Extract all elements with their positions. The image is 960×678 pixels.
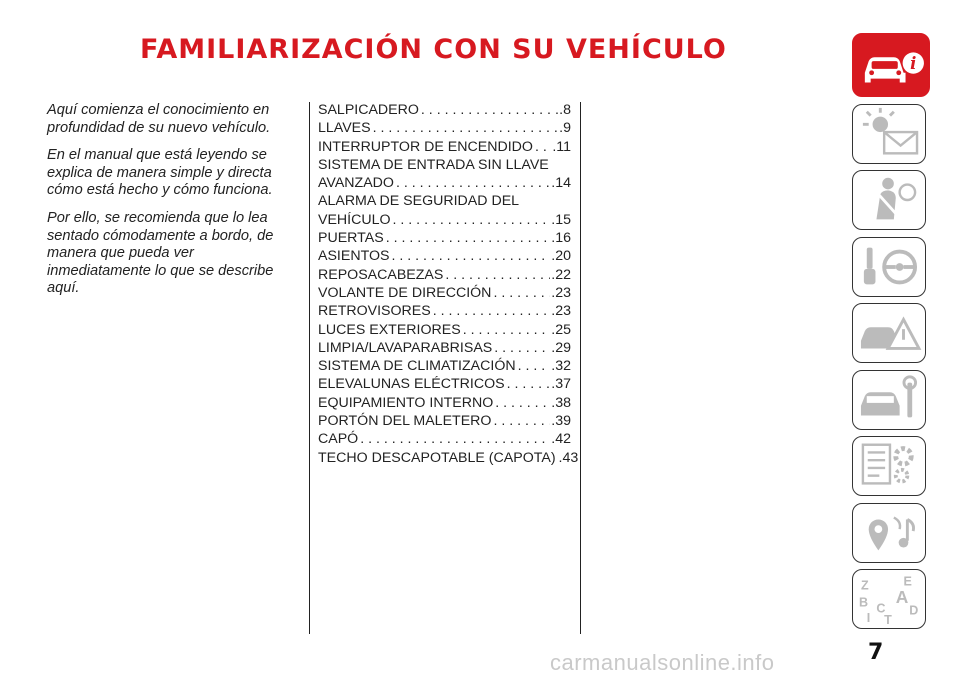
toc-entry[interactable] [318,321,571,339]
toc-entry-label: REPOSACABEZAS [318,266,444,283]
toc-entry-label: ELEVALUNAS ELÉCTRICOS [318,376,505,393]
svg-text:i: i [910,53,917,73]
toc-entry-page: .15 [551,211,571,228]
toc-entry-label: LIMPIA/LAVAPARABRISAS [318,339,493,356]
svg-text:A: A [895,586,909,607]
multimedia-navigation-icon [853,504,925,562]
toc-entry-label: VOLANTE DE DIRECCIÓN [318,284,492,301]
watermark: carmanualsonline.info [550,650,775,675]
toc-entry-label-line: SISTEMA DE ENTRADA SIN LLAVE [318,156,549,173]
tab-index[interactable] [852,569,926,629]
svg-text:I: I [866,611,871,626]
toc-entry[interactable] [318,247,571,265]
key-steering-wheel-icon [853,238,925,296]
toc-entry-label: AVANZADO [318,175,394,192]
warning-lights-message-icon [853,105,925,163]
toc-entry[interactable] [318,302,571,320]
toc-leader-dots [384,229,551,247]
svg-text:C: C [876,601,886,616]
table-of-contents [318,101,579,467]
toc-entry-label: TECHO DESCAPOTABLE (CAPOTA) [318,449,556,466]
tab-multimedia[interactable] [852,503,926,563]
toc-entry-page: .16 [551,230,571,247]
toc-leader-dots [461,321,551,339]
toc-entry-label: PORTÓN DEL MALETERO [318,413,492,430]
intro-text [47,102,299,308]
toc-entry-label: ASIENTOS [318,248,390,265]
toc-entry-page: .20 [551,248,571,265]
toc-entry-label: LLAVES [318,120,371,137]
tab-starting-driving[interactable] [852,237,926,297]
toc-leader-dots [443,266,550,284]
page-number: 7 [868,640,884,665]
toc-entry-label: SISTEMA DE CLIMATIZACIÓN [318,358,516,375]
emergency-car-warning-icon [853,304,925,362]
toc-entry-page: .14 [551,175,571,192]
tab-warning-lights[interactable] [852,104,926,164]
alphabetical-index-icon [853,570,925,628]
toc-entry-page: .25 [551,321,571,338]
toc-leader-dots [491,412,550,430]
toc-entry-page: .38 [551,394,571,411]
toc-entry-page: .8 [559,102,571,118]
toc-entry[interactable] [318,357,571,375]
toc-entry-page: .39 [551,413,571,430]
toc-entry-page: .23 [551,284,571,301]
intro-paragraph: Por ello, se recomienda que lo lea sentado cómodamente a bordo, de manera que pueda ver inmediatamente lo que se describe aquí. [47,209,274,297]
toc-entry[interactable] [318,449,579,467]
toc-leader-dots [431,302,551,320]
tab-maintenance[interactable] [852,370,926,430]
technical-data-gear-icon [853,437,925,495]
toc-entry-page: .42 [551,431,571,448]
toc-entry-label: VEHÍCULO [318,211,391,228]
toc-entry[interactable] [318,412,571,430]
toc-entry-label-line: ALARMA DE SEGURIDAD DEL [318,193,520,210]
car-info-icon [853,34,929,96]
toc-leader-dots [516,357,551,375]
tab-safety[interactable] [852,170,926,230]
chapter-tabs [852,33,930,636]
car-maintenance-wrench-icon [853,371,925,429]
toc-leader-dots [491,284,550,302]
toc-leader-dots [492,339,550,357]
toc-entry-page: .37 [551,376,571,393]
toc-leader-dots [358,430,550,448]
toc-entry-page: .22 [551,266,571,283]
toc-entry-page: .32 [551,358,571,375]
toc-entry[interactable] [318,101,571,119]
toc-entry-label: CAPÓ [318,431,359,448]
toc-entry-label: INTERRUPTOR DE ENCENDIDO [318,138,533,155]
toc-leader-dots [390,247,551,265]
toc-entry[interactable] [318,339,571,357]
column-divider [580,102,581,634]
toc-entry[interactable] [318,229,571,247]
toc-leader-dots [533,138,551,156]
toc-leader-dots [394,174,550,192]
svg-text:B: B [859,595,869,610]
tab-technical-data[interactable] [852,436,926,496]
toc-entry-page: .11 [552,138,571,155]
toc-leader-dots [419,101,558,119]
toc-entry-label: PUERTAS [318,230,384,247]
toc-entry-label: SALPICADERO [318,102,419,118]
toc-leader-dots [371,119,559,137]
intro-paragraph: En el manual que está leyendo se explica de manera simple y directa cómo está hecho y cómo funciona. [47,147,273,199]
toc-entry[interactable] [318,284,571,302]
svg-text:T: T [884,613,892,628]
svg-text:Z: Z [860,578,869,593]
toc-entry[interactable] [318,119,571,137]
toc-entry-page: .43 [558,449,579,466]
toc-entry-label: LUCES EXTERIORES [318,321,461,338]
tab-emergency[interactable] [852,303,926,363]
toc-entry[interactable] [318,138,571,156]
toc-entry[interactable] [318,266,571,284]
toc-leader-dots [493,394,550,412]
seatbelt-airbag-icon [853,171,925,229]
toc-entry[interactable] [318,430,571,448]
toc-leader-dots [505,375,551,393]
svg-text:E: E [903,574,912,589]
toc-entry-label: EQUIPAMIENTO INTERNO [318,394,494,411]
column-divider [309,102,310,634]
page-title: FAMILIARIZACIÓN CON SU VEHÍCULO [140,34,727,65]
toc-entry[interactable] [318,375,571,393]
toc-entry-page: .29 [551,339,571,356]
toc-entry-label: RETROVISORES [318,303,431,320]
toc-entry-page: .9 [559,120,571,137]
toc-entry-page: .23 [551,303,571,320]
svg-text:D: D [909,603,919,618]
toc-entry[interactable] [318,156,571,193]
tab-familiarizacion[interactable] [852,33,930,97]
toc-entry[interactable] [318,192,571,229]
intro-paragraph: Aquí comienza el conocimiento en profundidad de su nuevo vehículo. [47,102,271,136]
toc-leader-dots [391,211,551,229]
toc-entry[interactable] [318,394,571,412]
